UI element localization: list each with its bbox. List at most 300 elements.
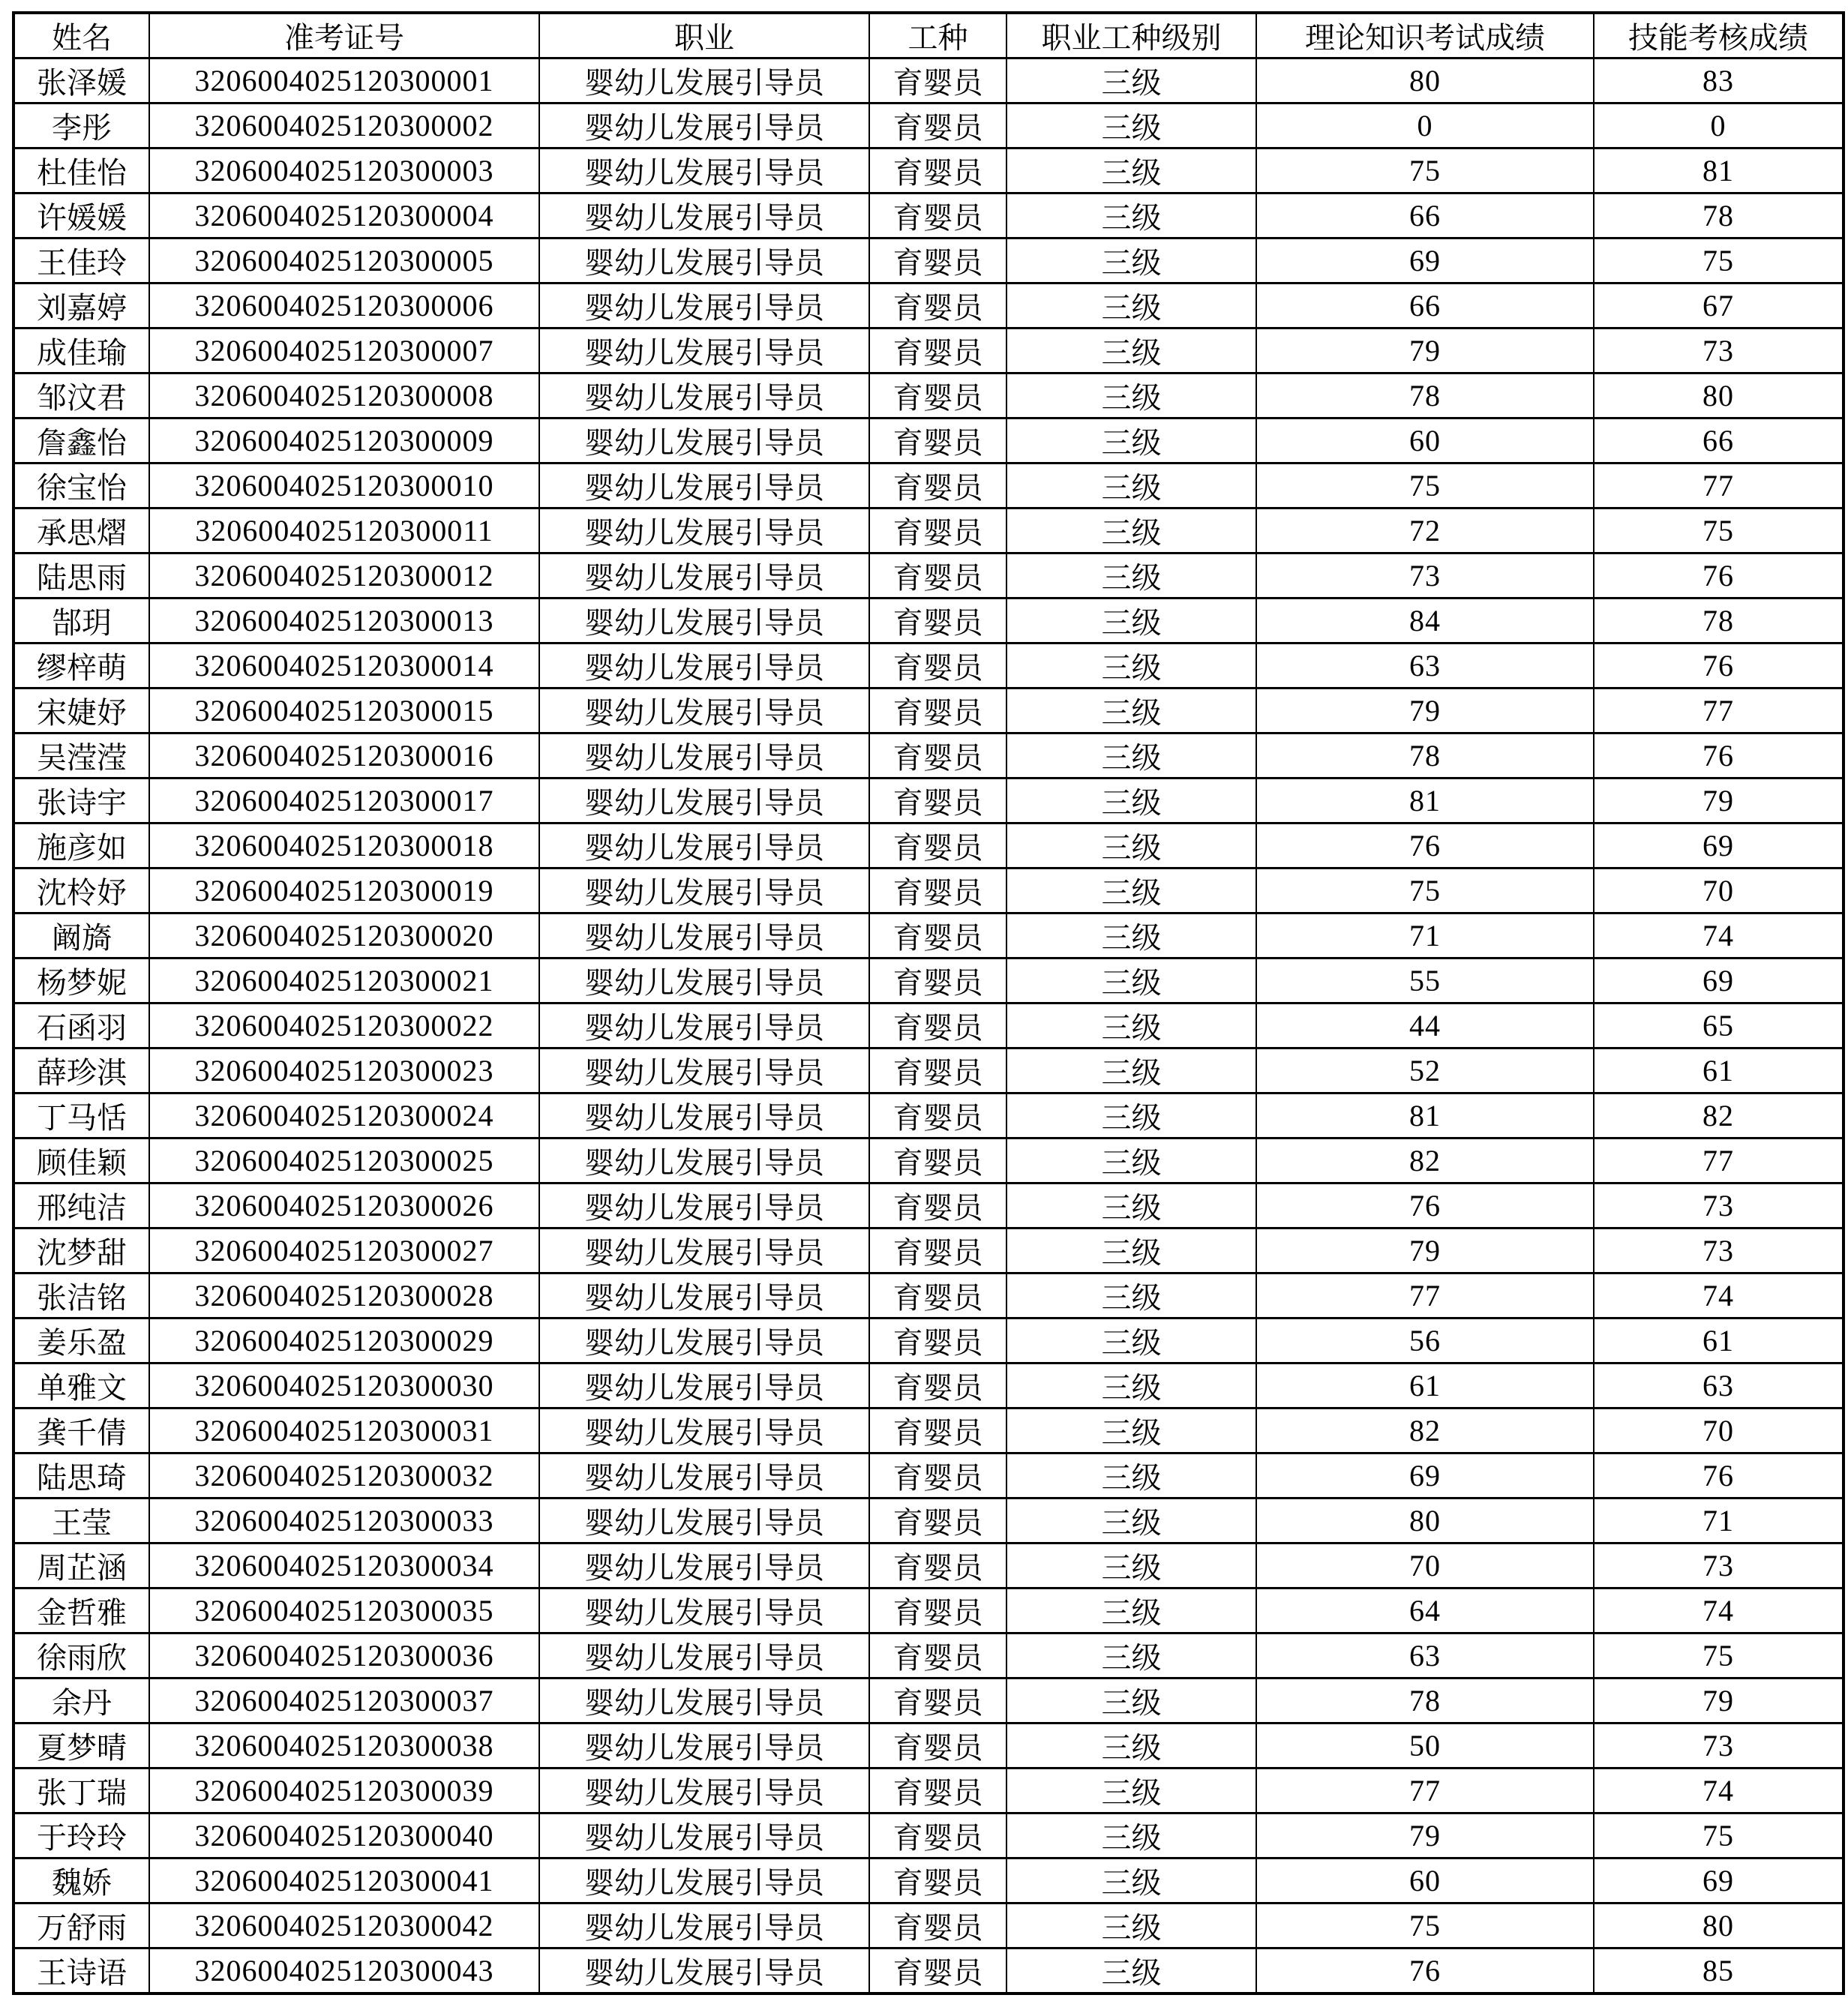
cell-theory-score: 70 [1256, 1544, 1594, 1588]
cell-admission-number: 3206004025120300035 [149, 1588, 539, 1634]
cell-work-type: 育婴员 [869, 644, 1006, 688]
table-row [14, 1318, 1844, 1364]
cell-occupation-level: 三级 [1006, 1094, 1256, 1138]
cell-theory-score: 79 [1256, 688, 1594, 734]
table-row [14, 1004, 1844, 1048]
cell-work-type: 育婴员 [869, 148, 1006, 194]
cell-occupation-level: 三级 [1006, 1228, 1256, 1274]
cell-occupation: 婴幼儿发展引导员 [539, 1364, 869, 1408]
table-row [14, 734, 1844, 778]
cell-theory-score: 63 [1256, 644, 1594, 688]
cell-skill-score: 74 [1594, 914, 1844, 958]
cell-occupation-level: 三级 [1006, 1768, 1256, 1814]
cell-name: 沈柃妤 [14, 868, 149, 914]
cell-admission-number: 3206004025120300042 [149, 1904, 539, 1948]
cell-work-type: 育婴员 [869, 868, 1006, 914]
header-cell-theory-score: 理论知识考试成绩 [1256, 13, 1594, 58]
table-row [14, 58, 1844, 104]
cell-occupation: 婴幼儿发展引导员 [539, 464, 869, 508]
cell-name: 刘嘉婷 [14, 284, 149, 328]
table-row [14, 1588, 1844, 1634]
cell-occupation-level: 三级 [1006, 644, 1256, 688]
table-row [14, 1184, 1844, 1228]
cell-theory-score: 75 [1256, 464, 1594, 508]
cell-skill-score: 73 [1594, 1228, 1844, 1274]
cell-occupation: 婴幼儿发展引导员 [539, 58, 869, 104]
cell-occupation: 婴幼儿发展引导员 [539, 1498, 869, 1544]
cell-admission-number: 3206004025120300008 [149, 374, 539, 418]
cell-skill-score: 75 [1594, 508, 1844, 554]
cell-skill-score: 65 [1594, 1004, 1844, 1048]
cell-skill-score: 74 [1594, 1588, 1844, 1634]
table-row [14, 1724, 1844, 1768]
cell-work-type: 育婴员 [869, 284, 1006, 328]
cell-theory-score: 44 [1256, 1004, 1594, 1048]
cell-occupation-level: 三级 [1006, 508, 1256, 554]
cell-name: 缪梓萌 [14, 644, 149, 688]
cell-skill-score: 63 [1594, 1364, 1844, 1408]
cell-admission-number: 3206004025120300020 [149, 914, 539, 958]
cell-skill-score: 75 [1594, 1634, 1844, 1678]
cell-work-type: 育婴员 [869, 554, 1006, 598]
cell-work-type: 育婴员 [869, 1724, 1006, 1768]
cell-name: 沈梦甜 [14, 1228, 149, 1274]
header-row [14, 13, 1844, 58]
cell-work-type: 育婴员 [869, 1228, 1006, 1274]
table-row [14, 1228, 1844, 1274]
cell-name: 薛珍淇 [14, 1048, 149, 1094]
cell-name: 万舒雨 [14, 1904, 149, 1948]
cell-name: 邹汶君 [14, 374, 149, 418]
cell-skill-score: 75 [1594, 1814, 1844, 1858]
cell-occupation-level: 三级 [1006, 914, 1256, 958]
cell-name: 施彦如 [14, 824, 149, 868]
cell-work-type: 育婴员 [869, 1274, 1006, 1318]
cell-admission-number: 3206004025120300032 [149, 1454, 539, 1498]
cell-admission-number: 3206004025120300025 [149, 1138, 539, 1184]
cell-occupation: 婴幼儿发展引导员 [539, 688, 869, 734]
cell-name: 承思熠 [14, 508, 149, 554]
cell-admission-number: 3206004025120300034 [149, 1544, 539, 1588]
cell-theory-score: 75 [1256, 868, 1594, 914]
header-cell-occupation: 职业 [539, 13, 869, 58]
table-row [14, 508, 1844, 554]
cell-theory-score: 75 [1256, 148, 1594, 194]
cell-name: 顾佳颖 [14, 1138, 149, 1184]
table-row [14, 1948, 1844, 1994]
table-row [14, 464, 1844, 508]
table-row [14, 1454, 1844, 1498]
cell-occupation: 婴幼儿发展引导员 [539, 1138, 869, 1184]
cell-admission-number: 3206004025120300041 [149, 1858, 539, 1904]
cell-admission-number: 3206004025120300031 [149, 1408, 539, 1454]
cell-theory-score: 79 [1256, 328, 1594, 374]
cell-occupation-level: 三级 [1006, 238, 1256, 284]
cell-occupation-level: 三级 [1006, 1274, 1256, 1318]
table-row [14, 1858, 1844, 1904]
cell-occupation-level: 三级 [1006, 1544, 1256, 1588]
table-row [14, 1138, 1844, 1184]
cell-occupation-level: 三级 [1006, 1588, 1256, 1634]
cell-occupation: 婴幼儿发展引导员 [539, 508, 869, 554]
cell-skill-score: 76 [1594, 644, 1844, 688]
results-table-body [14, 58, 1844, 1994]
table-row [14, 778, 1844, 824]
table-row [14, 644, 1844, 688]
cell-name: 邢纯洁 [14, 1184, 149, 1228]
cell-skill-score: 80 [1594, 374, 1844, 418]
cell-name: 夏梦晴 [14, 1724, 149, 1768]
cell-name: 阚旖 [14, 914, 149, 958]
results-table [12, 11, 1845, 1995]
cell-occupation-level: 三级 [1006, 1048, 1256, 1094]
cell-skill-score: 67 [1594, 284, 1844, 328]
cell-admission-number: 3206004025120300002 [149, 104, 539, 148]
cell-admission-number: 3206004025120300022 [149, 1004, 539, 1048]
cell-theory-score: 75 [1256, 1904, 1594, 1948]
cell-admission-number: 3206004025120300039 [149, 1768, 539, 1814]
cell-admission-number: 3206004025120300012 [149, 554, 539, 598]
cell-occupation: 婴幼儿发展引导员 [539, 1184, 869, 1228]
cell-theory-score: 72 [1256, 508, 1594, 554]
cell-admission-number: 3206004025120300024 [149, 1094, 539, 1138]
cell-admission-number: 3206004025120300037 [149, 1678, 539, 1724]
cell-occupation: 婴幼儿发展引导员 [539, 1048, 869, 1094]
cell-occupation: 婴幼儿发展引导员 [539, 824, 869, 868]
cell-occupation: 婴幼儿发展引导员 [539, 1904, 869, 1948]
cell-skill-score: 69 [1594, 824, 1844, 868]
cell-work-type: 育婴员 [869, 1094, 1006, 1138]
table-row [14, 1814, 1844, 1858]
cell-work-type: 育婴员 [869, 778, 1006, 824]
cell-work-type: 育婴员 [869, 464, 1006, 508]
cell-skill-score: 81 [1594, 148, 1844, 194]
cell-skill-score: 73 [1594, 1724, 1844, 1768]
table-row [14, 104, 1844, 148]
table-row [14, 598, 1844, 644]
cell-occupation-level: 三级 [1006, 1454, 1256, 1498]
cell-theory-score: 80 [1256, 58, 1594, 104]
cell-admission-number: 3206004025120300043 [149, 1948, 539, 1994]
cell-occupation-level: 三级 [1006, 1678, 1256, 1724]
cell-skill-score: 77 [1594, 688, 1844, 734]
cell-skill-score: 70 [1594, 1408, 1844, 1454]
cell-skill-score: 78 [1594, 598, 1844, 644]
cell-work-type: 育婴员 [869, 1004, 1006, 1048]
cell-theory-score: 61 [1256, 1364, 1594, 1408]
header-cell-admission-number: 准考证号 [149, 13, 539, 58]
cell-theory-score: 69 [1256, 238, 1594, 284]
cell-occupation: 婴幼儿发展引导员 [539, 644, 869, 688]
cell-occupation-level: 三级 [1006, 554, 1256, 598]
cell-occupation: 婴幼儿发展引导员 [539, 1274, 869, 1318]
cell-occupation: 婴幼儿发展引导员 [539, 598, 869, 644]
table-row [14, 1498, 1844, 1544]
cell-admission-number: 3206004025120300017 [149, 778, 539, 824]
table-row [14, 1544, 1844, 1588]
cell-admission-number: 3206004025120300005 [149, 238, 539, 284]
cell-skill-score: 82 [1594, 1094, 1844, 1138]
cell-work-type: 育婴员 [869, 914, 1006, 958]
cell-theory-score: 60 [1256, 418, 1594, 464]
cell-work-type: 育婴员 [869, 1454, 1006, 1498]
cell-theory-score: 82 [1256, 1138, 1594, 1184]
cell-work-type: 育婴员 [869, 1184, 1006, 1228]
cell-occupation-level: 三级 [1006, 1724, 1256, 1768]
cell-occupation-level: 三级 [1006, 778, 1256, 824]
cell-occupation: 婴幼儿发展引导员 [539, 1858, 869, 1904]
table-row [14, 1768, 1844, 1814]
cell-occupation: 婴幼儿发展引导员 [539, 1318, 869, 1364]
cell-name: 龚千倩 [14, 1408, 149, 1454]
cell-admission-number: 3206004025120300006 [149, 284, 539, 328]
cell-skill-score: 73 [1594, 328, 1844, 374]
cell-name: 王诗语 [14, 1948, 149, 1994]
table-row [14, 1678, 1844, 1724]
cell-theory-score: 69 [1256, 1454, 1594, 1498]
cell-occupation-level: 三级 [1006, 1498, 1256, 1544]
cell-theory-score: 79 [1256, 1228, 1594, 1274]
cell-theory-score: 77 [1256, 1274, 1594, 1318]
cell-admission-number: 3206004025120300028 [149, 1274, 539, 1318]
table-row [14, 148, 1844, 194]
cell-name: 于玲玲 [14, 1814, 149, 1858]
table-row [14, 1364, 1844, 1408]
cell-work-type: 育婴员 [869, 1814, 1006, 1858]
cell-work-type: 育婴员 [869, 1634, 1006, 1678]
cell-name: 周芷涵 [14, 1544, 149, 1588]
cell-work-type: 育婴员 [869, 418, 1006, 464]
cell-theory-score: 60 [1256, 1858, 1594, 1904]
cell-admission-number: 3206004025120300038 [149, 1724, 539, 1768]
cell-work-type: 育婴员 [869, 1588, 1006, 1634]
cell-work-type: 育婴员 [869, 1858, 1006, 1904]
cell-work-type: 育婴员 [869, 958, 1006, 1004]
cell-occupation: 婴幼儿发展引导员 [539, 1724, 869, 1768]
cell-theory-score: 66 [1256, 284, 1594, 328]
table-row [14, 1274, 1844, 1318]
cell-work-type: 育婴员 [869, 194, 1006, 238]
table-row [14, 284, 1844, 328]
cell-occupation: 婴幼儿发展引导员 [539, 778, 869, 824]
cell-occupation-level: 三级 [1006, 1948, 1256, 1994]
cell-admission-number: 3206004025120300016 [149, 734, 539, 778]
cell-occupation: 婴幼儿发展引导员 [539, 1544, 869, 1588]
cell-occupation-level: 三级 [1006, 1138, 1256, 1184]
cell-skill-score: 69 [1594, 958, 1844, 1004]
cell-occupation: 婴幼儿发展引导员 [539, 554, 869, 598]
cell-occupation: 婴幼儿发展引导员 [539, 914, 869, 958]
cell-admission-number: 3206004025120300015 [149, 688, 539, 734]
cell-occupation: 婴幼儿发展引导员 [539, 1588, 869, 1634]
table-row [14, 374, 1844, 418]
cell-theory-score: 78 [1256, 734, 1594, 778]
cell-admission-number: 3206004025120300036 [149, 1634, 539, 1678]
cell-work-type: 育婴员 [869, 1408, 1006, 1454]
header-cell-work-type: 工种 [869, 13, 1006, 58]
cell-skill-score: 77 [1594, 464, 1844, 508]
cell-skill-score: 75 [1594, 238, 1844, 284]
cell-name: 宋婕妤 [14, 688, 149, 734]
cell-occupation-level: 三级 [1006, 464, 1256, 508]
table-row [14, 1634, 1844, 1678]
cell-name: 詹鑫怡 [14, 418, 149, 464]
cell-theory-score: 63 [1256, 1634, 1594, 1678]
cell-skill-score: 74 [1594, 1768, 1844, 1814]
cell-admission-number: 3206004025120300026 [149, 1184, 539, 1228]
cell-theory-score: 56 [1256, 1318, 1594, 1364]
cell-occupation-level: 三级 [1006, 1904, 1256, 1948]
cell-occupation: 婴幼儿发展引导员 [539, 1634, 869, 1678]
cell-skill-score: 85 [1594, 1948, 1844, 1994]
cell-work-type: 育婴员 [869, 1678, 1006, 1724]
cell-admission-number: 3206004025120300010 [149, 464, 539, 508]
cell-occupation-level: 三级 [1006, 374, 1256, 418]
cell-admission-number: 3206004025120300019 [149, 868, 539, 914]
table-row [14, 194, 1844, 238]
cell-work-type: 育婴员 [869, 508, 1006, 554]
cell-admission-number: 3206004025120300029 [149, 1318, 539, 1364]
cell-occupation-level: 三级 [1006, 824, 1256, 868]
cell-work-type: 育婴员 [869, 1768, 1006, 1814]
cell-admission-number: 3206004025120300023 [149, 1048, 539, 1094]
cell-name: 魏娇 [14, 1858, 149, 1904]
cell-work-type: 育婴员 [869, 1318, 1006, 1364]
table-row [14, 914, 1844, 958]
cell-skill-score: 61 [1594, 1048, 1844, 1094]
cell-occupation: 婴幼儿发展引导员 [539, 1768, 869, 1814]
header-cell-occupation-level: 职业工种级别 [1006, 13, 1256, 58]
cell-name: 姜乐盈 [14, 1318, 149, 1364]
table-row [14, 824, 1844, 868]
cell-work-type: 育婴员 [869, 1544, 1006, 1588]
table-row [14, 1048, 1844, 1094]
cell-occupation: 婴幼儿发展引导员 [539, 1948, 869, 1994]
table-row [14, 958, 1844, 1004]
cell-occupation: 婴幼儿发展引导员 [539, 734, 869, 778]
cell-theory-score: 79 [1256, 1814, 1594, 1858]
cell-name: 余丹 [14, 1678, 149, 1724]
cell-theory-score: 82 [1256, 1408, 1594, 1454]
cell-skill-score: 66 [1594, 418, 1844, 464]
cell-theory-score: 55 [1256, 958, 1594, 1004]
cell-theory-score: 66 [1256, 194, 1594, 238]
cell-name: 石函羽 [14, 1004, 149, 1048]
cell-skill-score: 79 [1594, 1678, 1844, 1724]
cell-work-type: 育婴员 [869, 688, 1006, 734]
exam-results-sheet [12, 11, 1845, 1995]
cell-skill-score: 74 [1594, 1274, 1844, 1318]
cell-name: 徐宝怡 [14, 464, 149, 508]
cell-admission-number: 3206004025120300013 [149, 598, 539, 644]
cell-admission-number: 3206004025120300001 [149, 58, 539, 104]
cell-theory-score: 71 [1256, 914, 1594, 958]
cell-theory-score: 76 [1256, 1948, 1594, 1994]
cell-occupation-level: 三级 [1006, 58, 1256, 104]
cell-skill-score: 0 [1594, 104, 1844, 148]
cell-admission-number: 3206004025120300018 [149, 824, 539, 868]
cell-theory-score: 78 [1256, 374, 1594, 418]
cell-admission-number: 3206004025120300027 [149, 1228, 539, 1274]
cell-occupation-level: 三级 [1006, 1858, 1256, 1904]
cell-admission-number: 3206004025120300021 [149, 958, 539, 1004]
cell-name: 王莹 [14, 1498, 149, 1544]
cell-occupation-level: 三级 [1006, 1004, 1256, 1048]
header-cell-name: 姓名 [14, 13, 149, 58]
cell-work-type: 育婴员 [869, 1364, 1006, 1408]
cell-occupation: 婴幼儿发展引导员 [539, 1814, 869, 1858]
cell-theory-score: 64 [1256, 1588, 1594, 1634]
cell-work-type: 育婴员 [869, 1904, 1006, 1948]
cell-admission-number: 3206004025120300009 [149, 418, 539, 464]
cell-occupation: 婴幼儿发展引导员 [539, 328, 869, 374]
cell-theory-score: 0 [1256, 104, 1594, 148]
cell-theory-score: 80 [1256, 1498, 1594, 1544]
cell-occupation-level: 三级 [1006, 688, 1256, 734]
cell-theory-score: 81 [1256, 778, 1594, 824]
cell-theory-score: 84 [1256, 598, 1594, 644]
cell-occupation: 婴幼儿发展引导员 [539, 284, 869, 328]
cell-work-type: 育婴员 [869, 1948, 1006, 1994]
cell-skill-score: 73 [1594, 1184, 1844, 1228]
table-row [14, 688, 1844, 734]
table-row [14, 1094, 1844, 1138]
cell-admission-number: 3206004025120300007 [149, 328, 539, 374]
cell-occupation: 婴幼儿发展引导员 [539, 238, 869, 284]
cell-occupation: 婴幼儿发展引导员 [539, 418, 869, 464]
cell-occupation: 婴幼儿发展引导员 [539, 1004, 869, 1048]
cell-theory-score: 81 [1256, 1094, 1594, 1138]
header-cell-skill-score: 技能考核成绩 [1594, 13, 1844, 58]
cell-occupation-level: 三级 [1006, 1634, 1256, 1678]
cell-skill-score: 78 [1594, 194, 1844, 238]
table-row [14, 554, 1844, 598]
cell-admission-number: 3206004025120300003 [149, 148, 539, 194]
table-row [14, 418, 1844, 464]
cell-admission-number: 3206004025120300011 [149, 508, 539, 554]
cell-occupation: 婴幼儿发展引导员 [539, 1408, 869, 1454]
cell-skill-score: 70 [1594, 868, 1844, 914]
cell-theory-score: 76 [1256, 824, 1594, 868]
cell-work-type: 育婴员 [869, 734, 1006, 778]
cell-occupation-level: 三级 [1006, 1408, 1256, 1454]
cell-name: 张洁铭 [14, 1274, 149, 1318]
cell-occupation-level: 三级 [1006, 1318, 1256, 1364]
cell-work-type: 育婴员 [869, 58, 1006, 104]
cell-theory-score: 76 [1256, 1184, 1594, 1228]
cell-occupation-level: 三级 [1006, 148, 1256, 194]
cell-work-type: 育婴员 [869, 824, 1006, 868]
cell-occupation: 婴幼儿发展引导员 [539, 1094, 869, 1138]
cell-theory-score: 52 [1256, 1048, 1594, 1094]
cell-skill-score: 76 [1594, 1454, 1844, 1498]
cell-occupation-level: 三级 [1006, 734, 1256, 778]
cell-name: 丁马恬 [14, 1094, 149, 1138]
cell-theory-score: 73 [1256, 554, 1594, 598]
cell-name: 成佳瑜 [14, 328, 149, 374]
cell-occupation: 婴幼儿发展引导员 [539, 374, 869, 418]
cell-name: 郜玥 [14, 598, 149, 644]
cell-name: 徐雨欣 [14, 1634, 149, 1678]
cell-occupation: 婴幼儿发展引导员 [539, 148, 869, 194]
cell-occupation-level: 三级 [1006, 598, 1256, 644]
cell-occupation-level: 三级 [1006, 328, 1256, 374]
cell-work-type: 育婴员 [869, 598, 1006, 644]
cell-skill-score: 80 [1594, 1904, 1844, 1948]
cell-occupation: 婴幼儿发展引导员 [539, 1454, 869, 1498]
cell-occupation: 婴幼儿发展引导员 [539, 1678, 869, 1724]
cell-work-type: 育婴员 [869, 104, 1006, 148]
